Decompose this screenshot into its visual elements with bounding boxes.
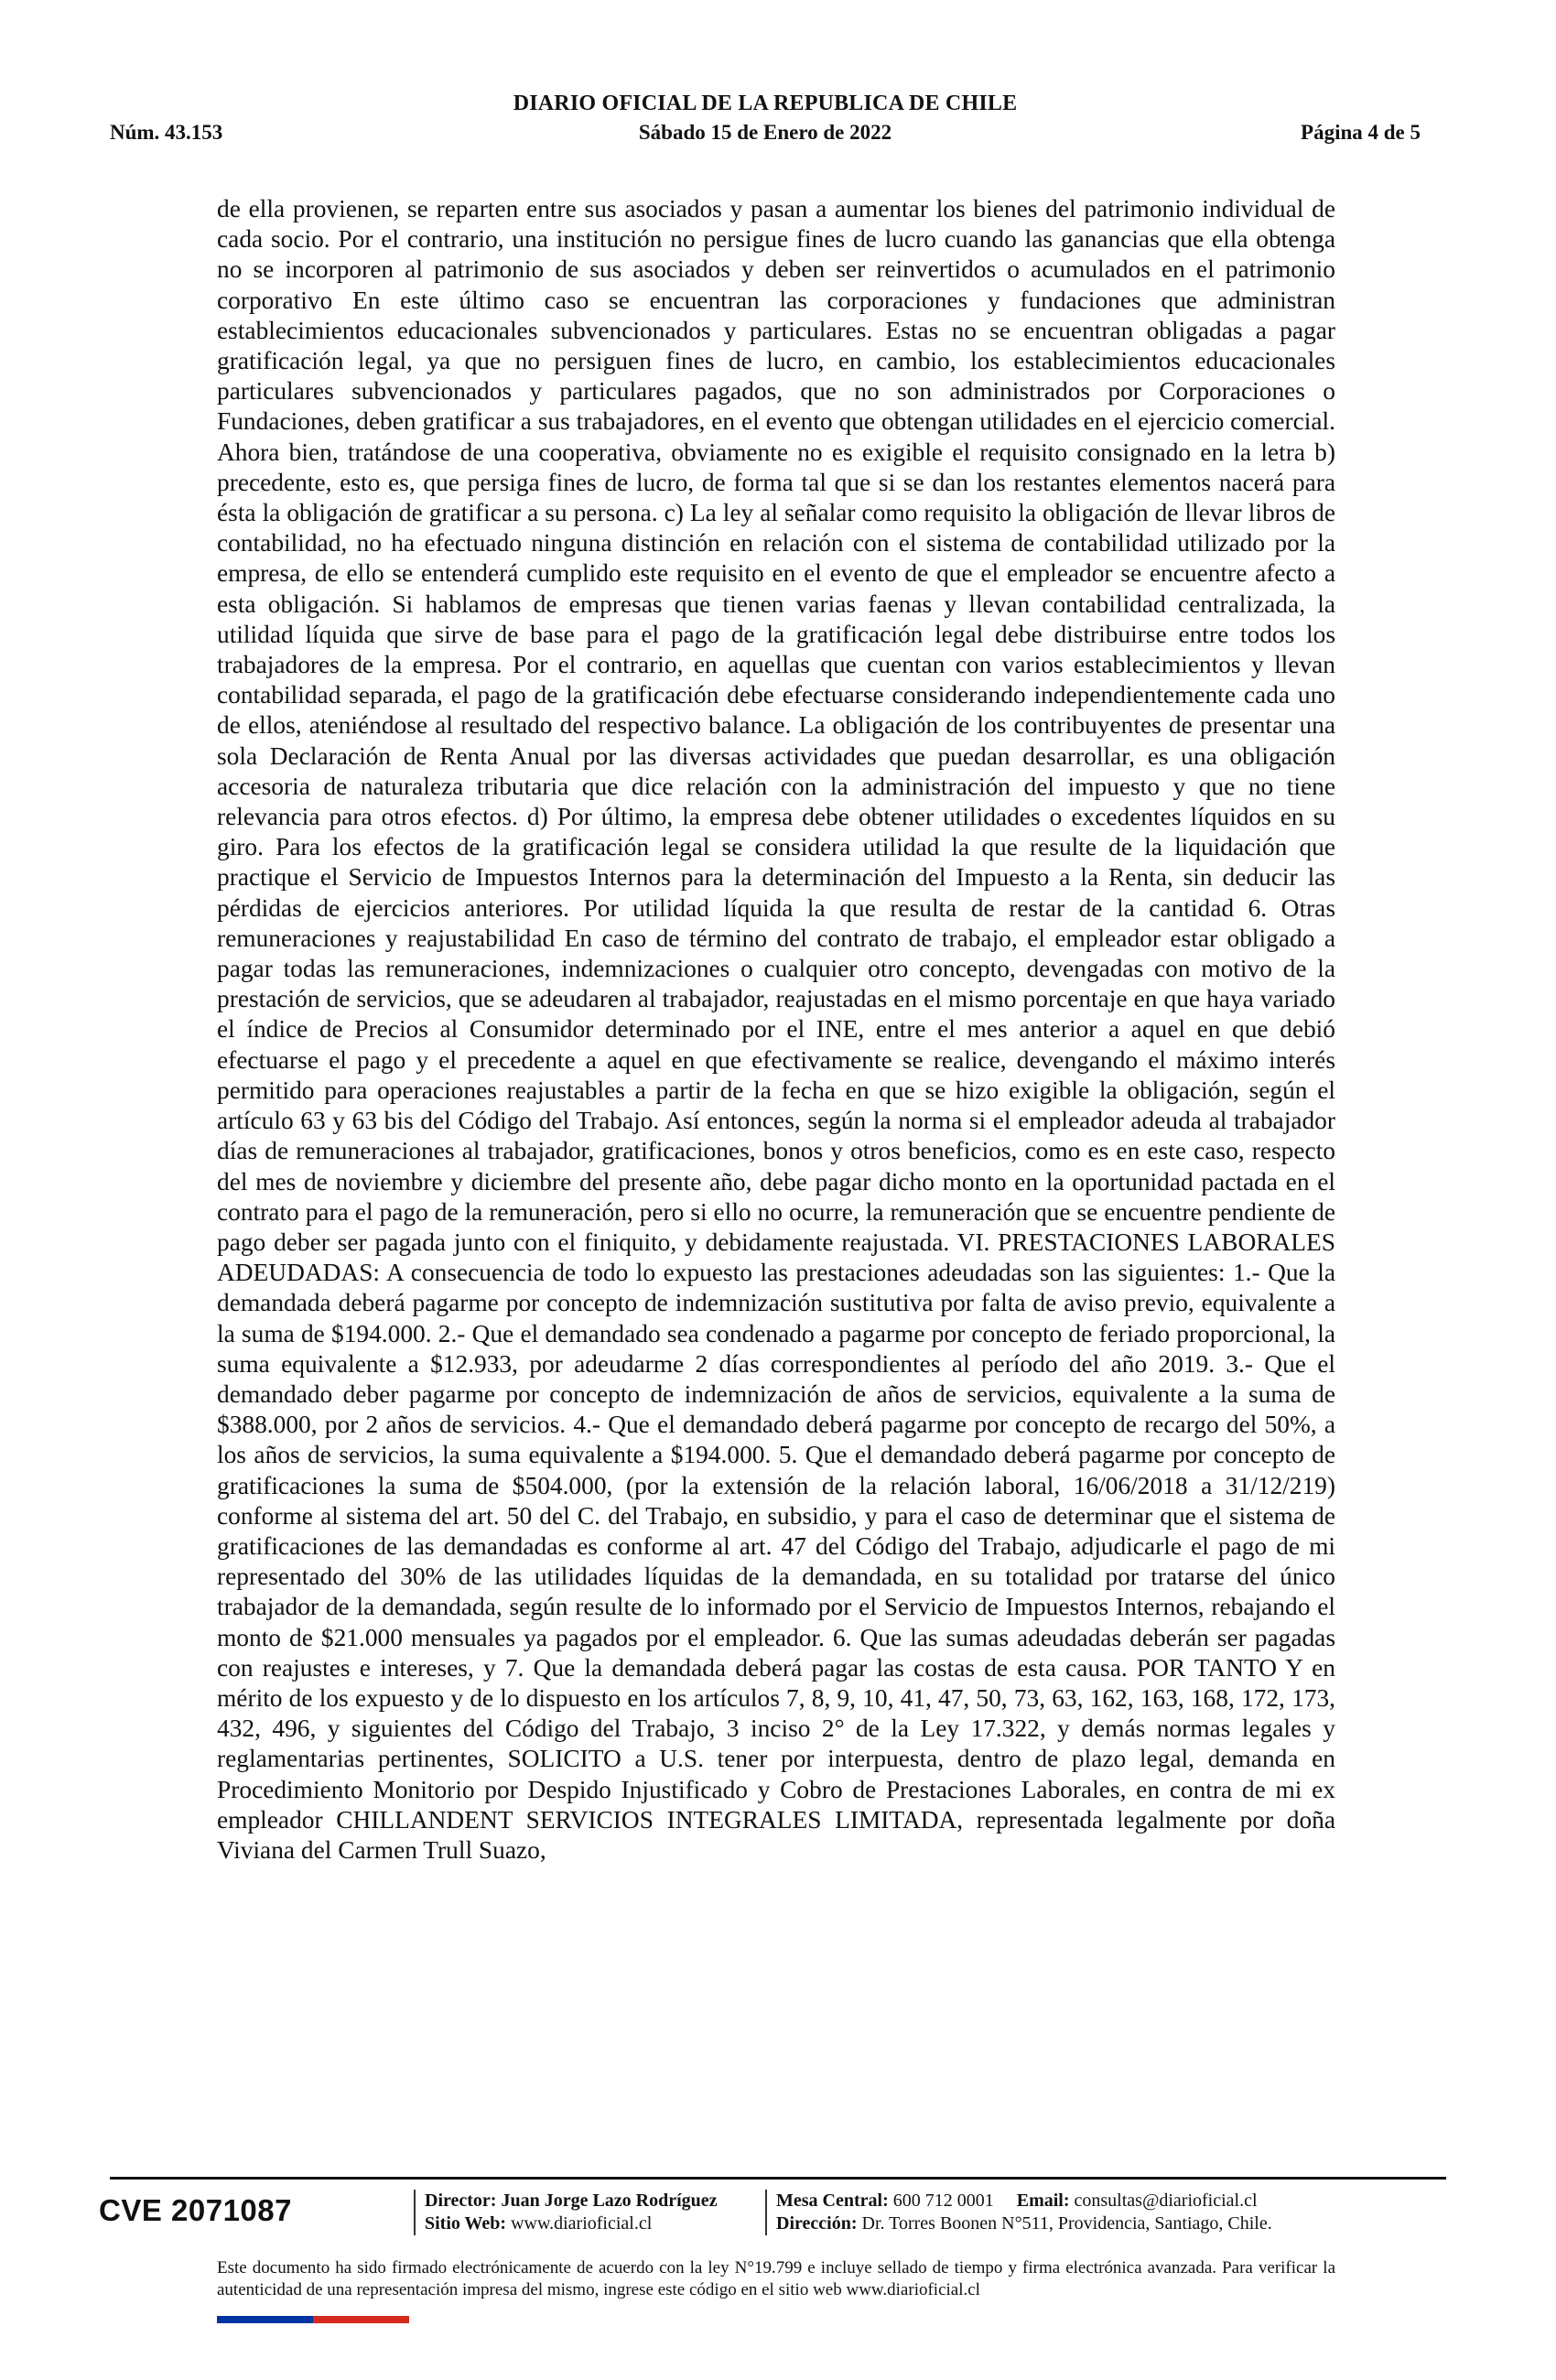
email-link[interactable]: consultas@diarioficial.cl [1074,2191,1258,2211]
footer-divider [110,2177,1446,2180]
publication-title: DIARIO OFICIAL DE LA REPUBLICA DE CHILE [513,92,1018,115]
address-line [776,2212,1272,2235]
footer-separator [414,2190,416,2235]
website-line [425,2212,652,2235]
page-number: Página 4 de 5 [1301,121,1421,144]
phone-number: 600 712 0001 [892,2191,994,2211]
director-label: Director: [425,2191,497,2211]
address-value: Dr. Torres Boonen N°511, Providencia, Santiago, Chile. [861,2213,1272,2234]
address-label: Dirección: [776,2213,858,2234]
website-link[interactable]: www.diarioficial.cl [511,2213,653,2234]
phone-label: Mesa Central: [776,2191,889,2211]
cve-code: CVE 2071087 [99,2193,292,2227]
body-paragraph: de ella provienen, se reparten entre sus asociados y pasan a aumentar los bienes del patrimonio individual de cada socio. Por el contrario, una institución no persigue fines de lucro cuando las ganancias que ella obtenga no se incorporen al patrimonio de sus asociados y deben ser reinvertidos o acumulados en el patrimonio corporativo En este último caso se encuentran las corporaciones y fundaciones que administran establecimientos educacionales subvencionados y particulares. Estas no se encuentran obligadas a pagar gratificación legal, ya que no persiguen fines de lucro, en cambio, los establecimientos educacionales particulares subvencionados y particulares pagados, que no son administrados por Corporaciones o Fundaciones, deben gratificar a sus trabajadores, en el evento que obtengan utilidades en el ejercicio comercial. Ahora bien, tratándose de una cooperativa, obviamente no es exigible el requisito consignado en la letra b) precedente, esto es, que persiga fines de lucro, de forma tal que si se dan los restantes elementos nacerá para ésta la obligación de gratificar a su persona. c) La ley al señalar como requisito la obligación de llevar libros de contabilidad, no ha efectuado ninguna distinción en relación con el sistema de contabilidad utilizado por la empresa, de ello se entenderá cumplido este requisito en el evento de que el empleador se encuentre afecto a esta obligación. Si hablamos de empresas que tienen varias faenas y llevan contabilidad centralizada, la utilidad líquida que sirve de base para el pago de la gratificación legal debe distribuirse entre todos los trabajadores de la empresa. Por el contrario, en aquellas que cuentan con varios establecimientos y llevan contabilidad separada, el pago de la gratificación debe efectuarse considerando independientemente cada uno de ellos, ateniéndose al resultado del respectivo balance. La obligación de los contribuyentes de presentar una sola Declaración de Renta Anual por las diversas actividades que puedan desarrollar, es una obligación accesoria de naturaleza tributaria que dice relación con la administración del impuesto y que no tiene relevancia para otros efectos. d) Por último, la empresa debe obtener utilidades o excedentes líquidos en su giro. Para los efectos de la gratificación legal se considera utilidad la que resulte de la liquidación que practique el Servicio de Impuestos Internos para la determinación del Impuesto a la Renta, sin deducir las pérdidas de ejercicios anteriores. Por utilidad líquida la que resulta de restar de la cantidad 6. Otras remuneraciones y reajustabilidad En caso de término del contrato de trabajo, el empleador estar obligado a pagar todas las remuneraciones, indemnizaciones o cualquier otro concepto, devengadas con motivo de la prestación de servicios, que se adeudaren al trabajador, reajustadas en el mismo porcentaje en que haya variado el índice de Precios al Consumidor determinado por el INE, entre el mes anterior a aquel en que debió efectuarse el pago y el precedente a aquel en que efectivamente se realice, devengando el máximo interés permitido para operaciones reajustables a partir de la fecha en que se hizo exigible la obligación, según el artículo 63 y 63 bis del Código del Trabajo. Así entonces, según la norma si el empleador adeuda al trabajador días de remuneraciones al trabajador, gratificaciones, bonos y otros beneficios, como es en este caso, respecto del mes de noviembre y diciembre del presente año, debe pagar dicho monto en la oportunidad pactada en el contrato para el pago de la remuneración, pero si ello no ocurre, la remuneración que se encuentre pendiente de pago deber ser pagada junto con el finiquito, y debidamente reajustada. VI. PRESTACIONES LABORALES ADEUDADAS: A consecuencia de todo lo expuesto las prestaciones adeudadas son las siguientes: 1.- Que la demandada deberá pagarme por concepto de indemnización sustitutiva por falta de aviso previo, equivalente a la suma de $194.000. 2.- Que el demandado sea condenado a pagarme por concepto de feriado proporcional, la suma equivalente a $12.933, por adeudarme 2 días correspondientes al período del año 2019. 3.- Que el demandado deber pagarme por concepto de indemnización de años de servicios, equivalente a la suma de $388.000, por 2 años de servicios. 4.- Que el demandado deberá pagarme por concepto de recargo del 50%, a los años de servicios, la suma equivalente a $194.000. 5. Que el demandado deberá pagarme por concepto de gratificaciones la suma de $504.000, (por la extensión de la relación laboral, 16/06/2018 a 31/12/219) conforme al sistema del art. 50 del C. del Trabajo, en subsidio, y para el caso de determinar que el sistema de gratificaciones de las demandadas es conforme al art. 47 del Código del Trabajo, adjudicarle el pago de mi representado del 30% de las utilidades líquidas de la demandada, en su totalidad por tratarse del único trabajador de la demandada, según resulte de lo informado por el Servicio de Impuestos Internos, rebajando el monto de $21.000 mensuales ya pagados por el empleador. 6. Que las sumas adeudadas deberán ser pagadas con reajustes e intereses, y 7. Que la demandada deberá pagar las costas de esta causa. POR TANTO Y en mérito de los expuesto y de lo dispuesto en los artículos 7, 8, 9, 10, 41, 47, 50, 73, 63, 162, 163, 168, 172, 173, 432, 496, y siguientes del Código del Trabajo, 3 inciso 2° de la Ley 17.322, y demás normas legales y reglamentarias pertinentes, SOLICITO a U.S. tener por interpuesta, dentro de plazo legal, demanda en Procedimiento Monitorio por Despido Injustificado y Cobro de Prestaciones Laborales, en contra de mi ex empleador CHILLANDENT SERVICIOS INTEGRALES LIMITADA, representada legalmente por doña Viviana del Carmen Trull Suazo, [217,195,1335,1864]
signature-disclaimer: Este documento ha sido firmado electrónicamente de acuerdo con la ley N°19.799 e incluye sellado de tiempo y firma electrónica avanzada. Para verificar la autenticidad de una representación impresa del mismo, ingrese este código en el sitio web www.diarioficial.cl [217,2258,1335,2299]
director-name: Juan Jorge Lazo Rodríguez [501,2191,718,2211]
director-line [425,2190,718,2212]
flag-red-segment [313,2316,409,2323]
email-label: Email: [1016,2191,1070,2211]
issue-date: Sábado 15 de Enero de 2022 [638,121,892,144]
contact-line [776,2190,1258,2212]
page-header [110,92,1421,150]
footer-separator [765,2190,767,2235]
website-label: Sitio Web: [425,2213,507,2234]
flag-blue-segment [217,2316,313,2323]
flag-stripe [217,2316,409,2323]
issue-number: Núm. 43.153 [110,121,223,144]
